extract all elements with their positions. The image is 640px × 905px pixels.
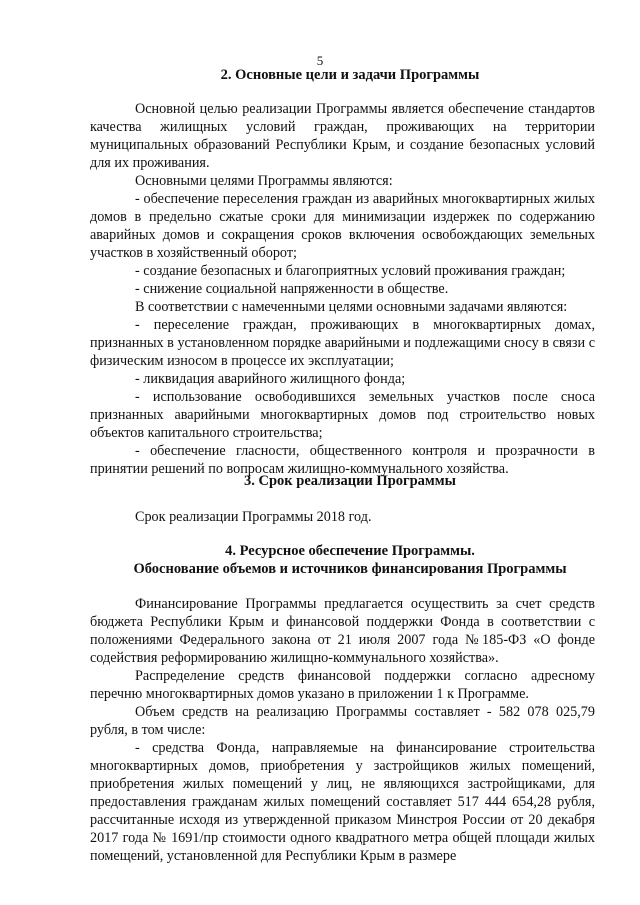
paragraph: Основными целями Программы являются: [135, 173, 393, 189]
section-3-heading: 3. Срок реализации Программы [244, 473, 456, 489]
list-item: - снижение социальной напряженности в обществе. [135, 281, 449, 297]
paragraph: Основной целью реализации Программы является обеспечение стандартов качества жилищных условий граждан, проживающих на территории муниципальных образований Республики Крым, и создание безопасных условий для их проживания. [90, 101, 595, 171]
section-2-body [90, 100, 595, 478]
list-item: - использование освободившихся земельных участков после сноса признанных аварийными многоквартирных домов под строительство новых объектов капитального строительства; [90, 389, 595, 441]
paragraph: Объем средств на реализацию Программы составляет - 582 078 025,79 рубля, в том числе: [90, 704, 595, 738]
list-item: - ликвидация аварийного жилищного фонда; [135, 371, 406, 387]
section-2-heading: 2. Основные цели и задачи Программы [220, 67, 480, 83]
section-4-subheading: Обоснование объемов и источников финансирования Программы [133, 561, 567, 577]
paragraph: Распределение средств финансовой поддержки согласно адресному перечню многоквартирных домов указано в приложении 1 к Программе. [90, 668, 595, 702]
list-item: - создание безопасных и благоприятных условий проживания граждан; [135, 263, 566, 279]
paragraph: В соответствии с намеченными целями основными задачами являются: [135, 299, 568, 315]
list-item: - обеспечение гласности, общественного контроля и прозрачности в принятии решений по вопросам жилищно-коммунального хозяйства. [90, 443, 595, 477]
list-item: - средства Фонда, направляемые на финансирование строительства многоквартирных домов, приобретения у застройщиков жилых помещений, приобретения жилых помещений у лиц, не являющихся застройщиками, для предоставления гражданам жилых помещений составляет 517 444 654,28 рубля, рассчитанные исходя из утвержденной приказом Минстроя России от 20 декабря 2017 года № 1691/пр стоимости одного квадратного метра общей площади жилых помещений, установленной для Республики Крым в размере [90, 740, 595, 864]
paragraph: Финансирование Программы предлагается осуществить за счет средств бюджета Республики Крым и финансовой поддержки Фонда в соответствии с положениями Федерального закона от 21 июля 2007 года №185-ФЗ «О фонде содействия реформированию жилищно-коммунального хозяйства». [90, 596, 595, 666]
paragraph: Срок реализации Программы 2018 год. [135, 509, 372, 525]
list-item: - переселение граждан, проживающих в многоквартирных домах, признанных в установленном порядке аварийными и подлежащими сносу в связи с физическим износом в процессе их эксплуатации; [90, 317, 595, 369]
list-item: - обеспечение переселения граждан из аварийных многоквартирных жилых домов в предельно сжатые сроки для минимизации издержек по содержанию аварийных домов и сокращения сроков включения освобождающих земельных участков в хозяйственный оборот; [90, 191, 595, 261]
section-4-heading: 4. Ресурсное обеспечение Программы. [225, 543, 475, 559]
page-number: 5 [316, 53, 324, 68]
section-3-body [90, 508, 595, 526]
section-4-body [90, 595, 595, 865]
